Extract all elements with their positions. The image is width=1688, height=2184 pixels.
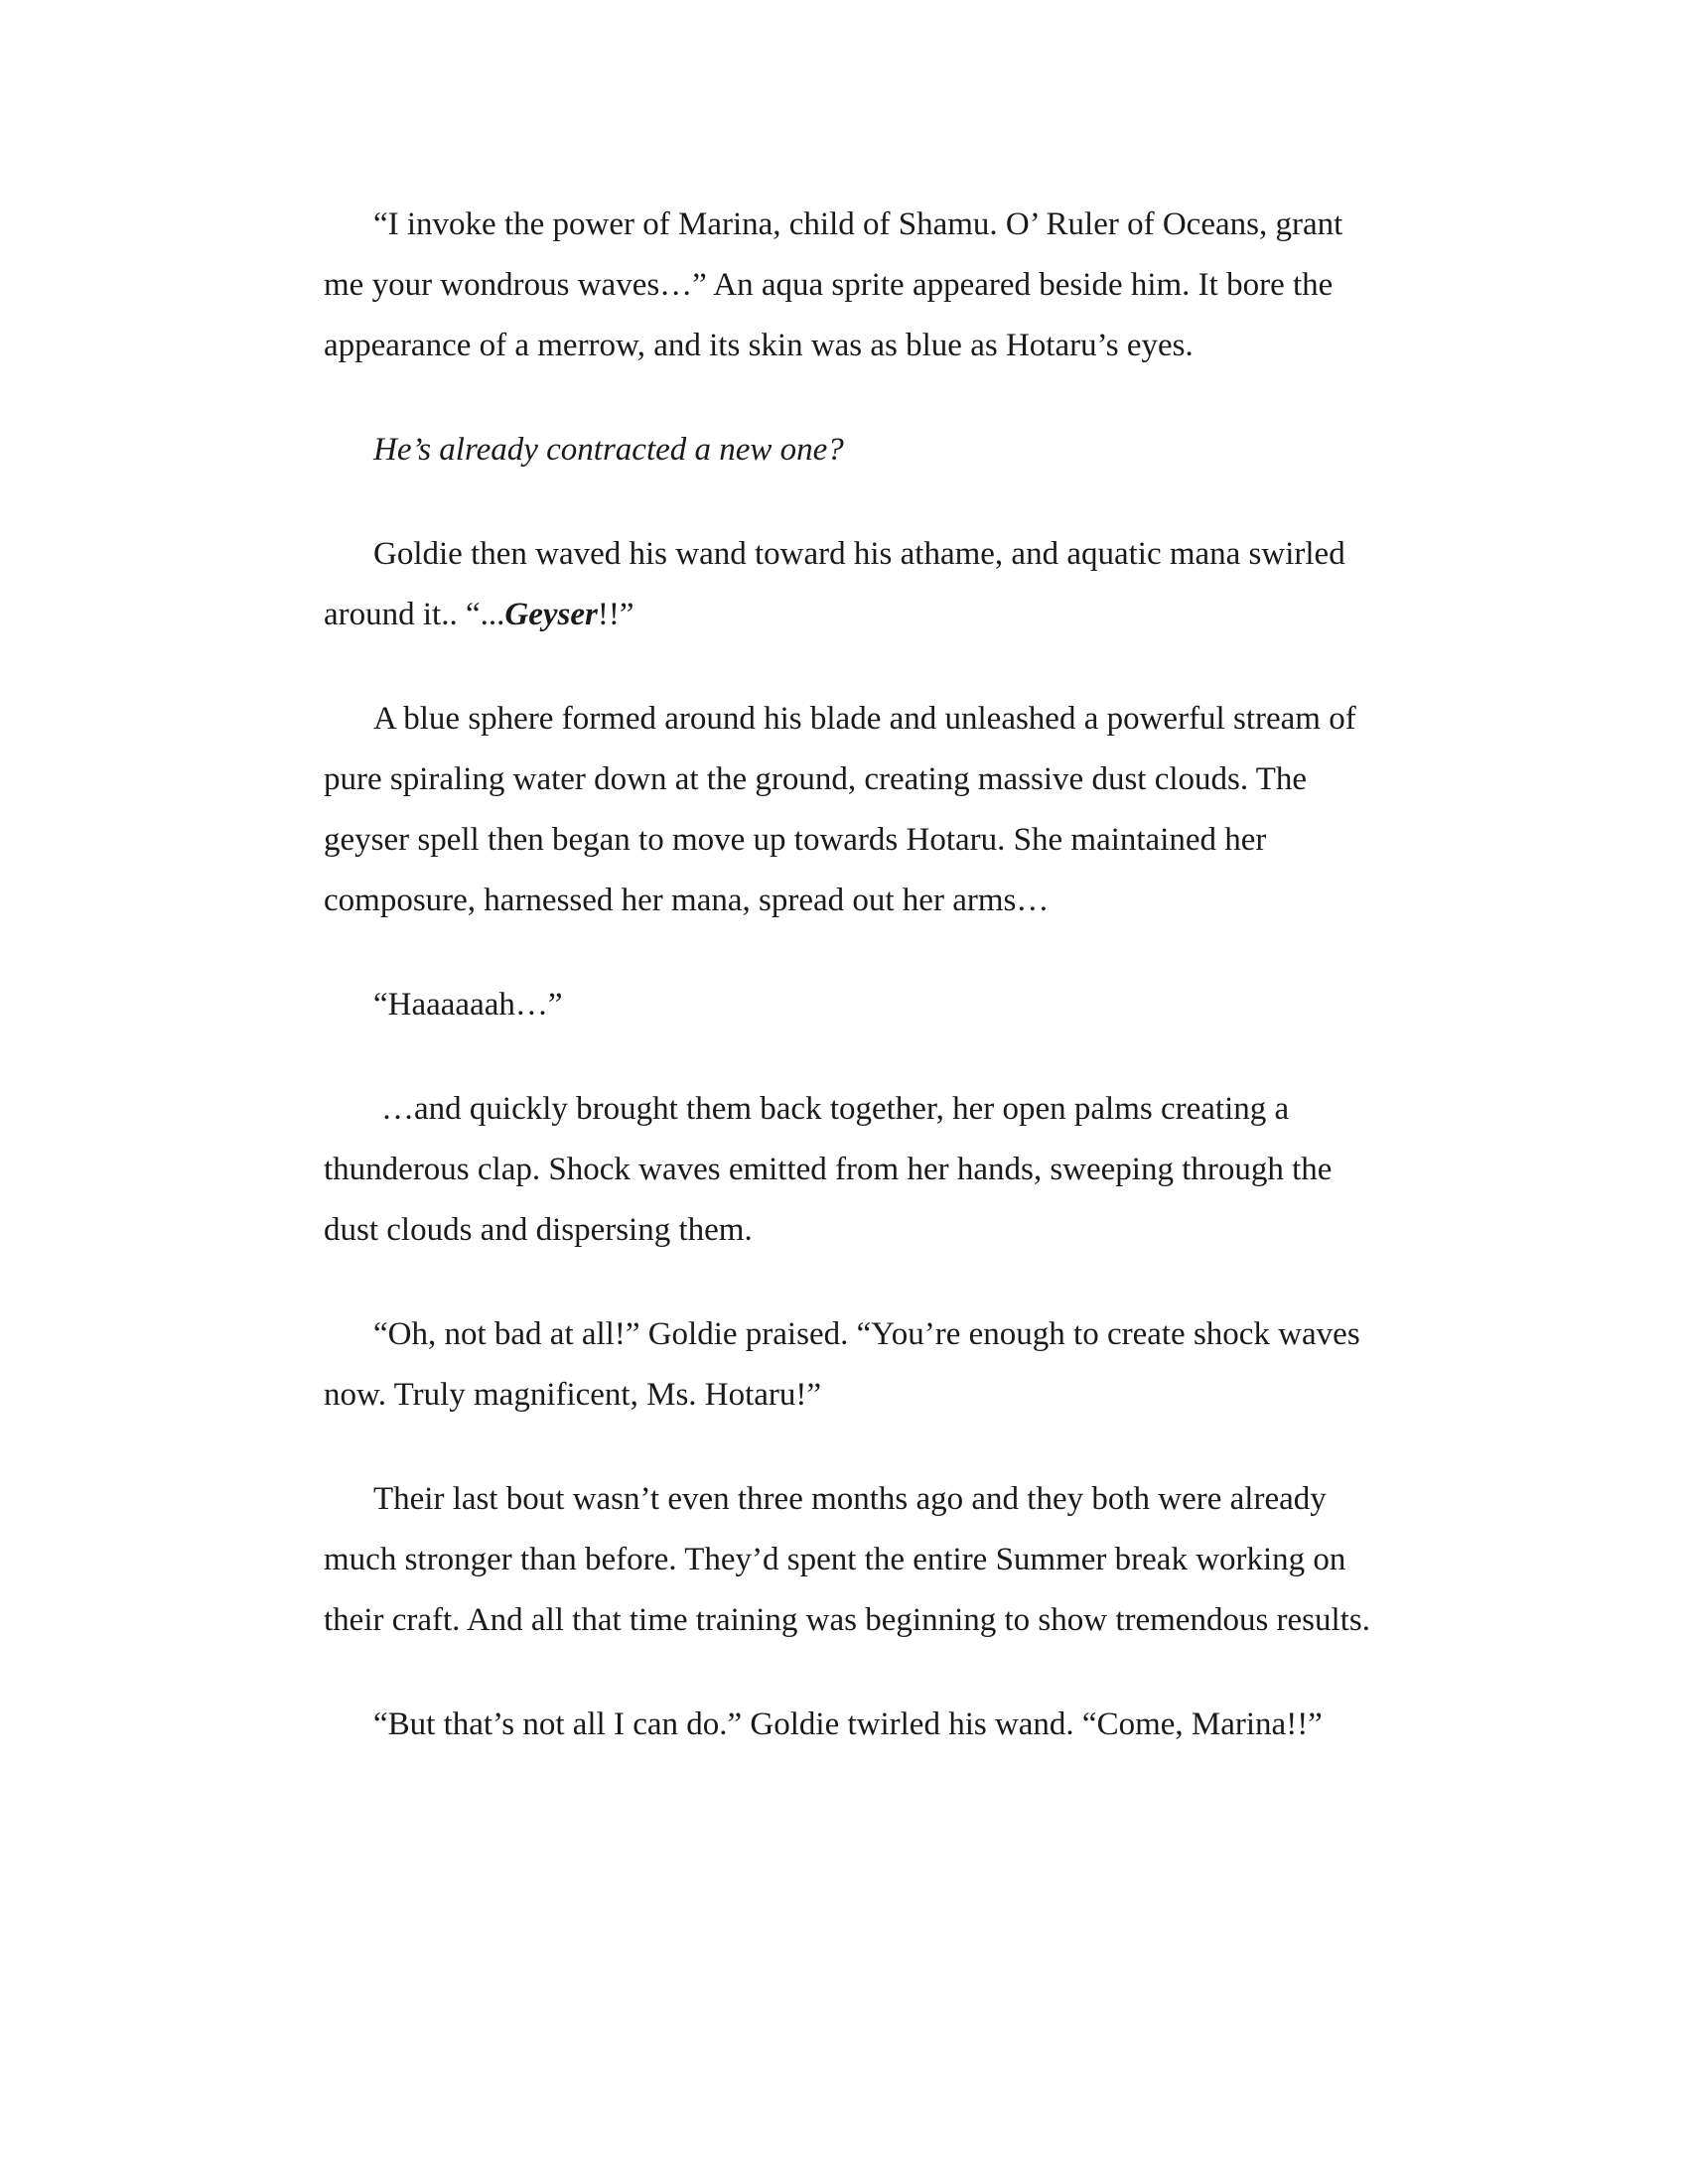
paragraph-geyser-cast (324, 524, 1386, 645)
body-text (324, 195, 1386, 1799)
paragraph-text: Their last bout wasn’t even three months ago and they both were already much stronger than before. They’d spent the entire Summer break working on their craft. And all that time training was beginning to show tremendous results. (324, 1481, 1370, 1638)
paragraph-clap (324, 1079, 1386, 1261)
spell-name: Geyser (504, 597, 598, 632)
paragraph-text: !!” (597, 597, 634, 632)
paragraph-text: Goldie then waved his wand toward his athame, and aquatic mana swirled around it.. “... (324, 536, 1345, 632)
paragraph-come-marina (324, 1695, 1386, 1755)
paragraph-text: “Haaaaaah…” (373, 987, 563, 1023)
paragraph-text: “Oh, not bad at all!” Goldie praised. “You’re enough to create shock waves now. Truly magnificent, Ms. Hotaru!” (324, 1316, 1360, 1413)
paragraph-text: A blue sphere formed around his blade and unleashed a powerful stream of pure spiraling water down at the ground, creating massive dust clouds. The geyser spell then began to move up towards Hotaru. She maintained her composure, harnessed her mana, spread out her arms… (324, 701, 1356, 918)
paragraph-text: He’s already contracted a new one? (373, 432, 844, 468)
paragraph-text: “I invoke the power of Marina, child of Shamu. O’ Ruler of Oceans, grant me your wondrous waves…” An aqua sprite appeared beside him. It bore the appearance of a merrow, and its skin was as blue as Hotaru’s eyes. (324, 206, 1343, 363)
paragraph-last-bout (324, 1469, 1386, 1651)
paragraph-praise (324, 1304, 1386, 1426)
paragraph-blue-sphere (324, 689, 1386, 931)
paragraph-invocation (324, 195, 1386, 376)
paragraph-text: “But that’s not all I can do.” Goldie twirled his wand. “Come, Marina!!” (373, 1706, 1323, 1742)
paragraph-shout (324, 975, 1386, 1035)
paragraph-inner-thought (324, 420, 1386, 480)
paragraph-text: …and quickly brought them back together, her open palms creating a thunderous clap. Shock waves emitted from her hands, sweeping through the dust clouds and dispersing them. (324, 1091, 1333, 1248)
